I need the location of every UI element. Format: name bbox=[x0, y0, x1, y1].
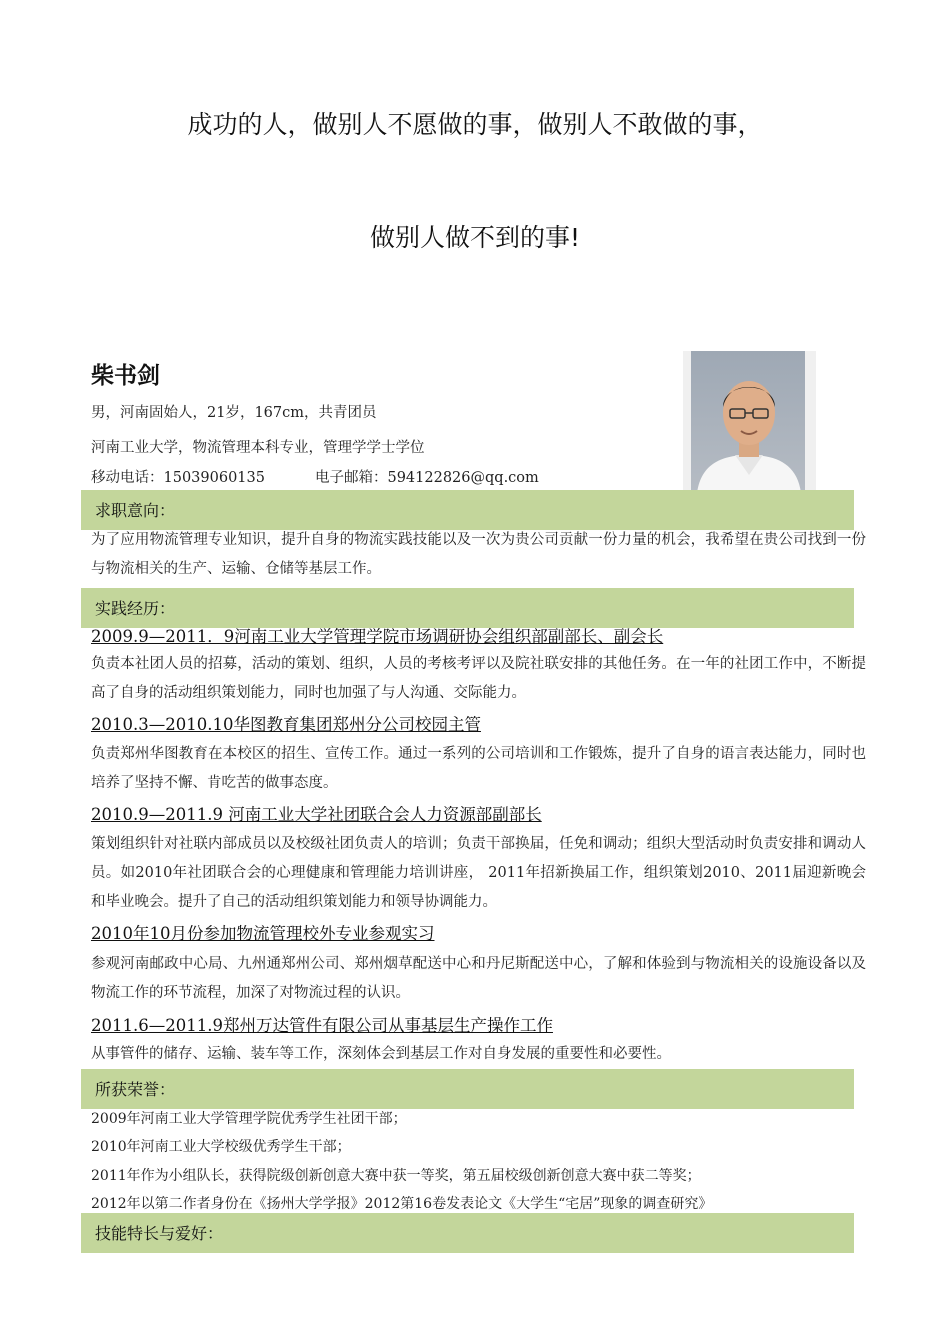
section-header-honors bbox=[81, 1069, 854, 1109]
honor-item: 2011年作为小组队长，获得院级创新创意大赛中获一等奖，第五届校级创新创意大赛中获二等奖； bbox=[91, 1168, 701, 1184]
honor-item: 2009年河南工业大学管理学院优秀学生社团干部； bbox=[91, 1111, 407, 1127]
experience-description: 负责郑州华图教育在本校区的招生、宣传工作。通过一系列的公司培训和工作锻炼，提升了自身的语言表达能力，同时也培养了坚持不懈、肯吃苦的做事态度。 bbox=[91, 746, 866, 791]
email-address: 电子邮箱：594122826@qq.com bbox=[314, 470, 539, 486]
motto-line-1: 成功的人，做别人不愿做的事，做别人不敢做的事， bbox=[187, 110, 763, 139]
section-title: 实践经历： bbox=[95, 599, 176, 618]
education-info: 河南工业大学，物流管理本科专业，管理学学士学位 bbox=[91, 440, 425, 456]
experience-description: 参观河南邮政中心局、九州通郑州公司、郑州烟草配送中心和丹尼斯配送中心，了解和体验到与物流相关的设施设备以及物流工作的环节流程，加深了对物流过程的认识。 bbox=[91, 956, 866, 1001]
contact-info bbox=[91, 466, 539, 487]
section-title: 技能特长与爱好： bbox=[95, 1224, 224, 1243]
section-header-intention bbox=[81, 490, 854, 530]
section-header-skills bbox=[81, 1213, 854, 1253]
experience-description: 从事管件的储存、运输、装车等工作，深刻体会到基层工作对自身发展的重要性和必要性。 bbox=[91, 1046, 671, 1062]
experience-heading: 2011.6—2011.9郑州万达管件有限公司从事基层生产操作工作 bbox=[91, 1016, 553, 1035]
motto-line-2: 做别人做不到的事! bbox=[369, 223, 581, 252]
section-title: 求职意向： bbox=[95, 501, 176, 520]
phone-number: 移动电话：15039060135 bbox=[91, 470, 265, 486]
section-title: 所获荣誉： bbox=[95, 1080, 176, 1099]
experience-description: 策划组织针对社联内部成员以及校级社团负责人的培训；负责干部换届，任免和调动；组织大型活动时负责安排和调动人员。如2010年社团联合会的心理健康和管理能力培训讲座， 2011年招新换届工作，组织策划2010、2011届迎新晚会和毕业晚会。提升了自己的活动组织策划能力和领导协调能力。 bbox=[91, 836, 866, 910]
experience-heading: 2009.9—2011．9河南工业大学管理学院市场调研协会组织部副部长、副会长 bbox=[91, 627, 664, 646]
experience-heading: 2010年10月份参加物流管理校外专业参观实习 bbox=[91, 924, 435, 943]
basic-info: 男，河南固始人，21岁，167cm，共青团员 bbox=[91, 405, 377, 421]
experience-heading: 2010.9—2011.9 河南工业大学社团联合会人力资源部副部长 bbox=[91, 805, 542, 824]
honor-item: 2012年以第二作者身份在《扬州大学学报》2012第16卷发表论文《大学生“宅居”现象的调查研究》 bbox=[91, 1196, 713, 1212]
honor-item: 2010年河南工业大学校级优秀学生干部； bbox=[91, 1139, 351, 1155]
section-header-practice bbox=[81, 588, 854, 628]
experience-description: 负责本社团人员的招募，活动的策划、组织，人员的考核考评以及院社联安排的其他任务。在一年的社团工作中，不断提高了自身的活动组织策划能力，同时也加强了与人沟通、交际能力。 bbox=[91, 656, 866, 701]
profile-photo bbox=[683, 351, 816, 499]
intention-text: 为了应用物流管理专业知识，提升自身的物流实践技能以及一次为贵公司贡献一份力量的机会，我希望在贵公司找到一份与物流相关的生产、运输、仓储等基层工作。 bbox=[91, 532, 866, 577]
candidate-name: 柴书剑 bbox=[91, 363, 160, 389]
experience-heading: 2010.3—2010.10华图教育集团郑州分公司校园主管 bbox=[91, 715, 481, 734]
